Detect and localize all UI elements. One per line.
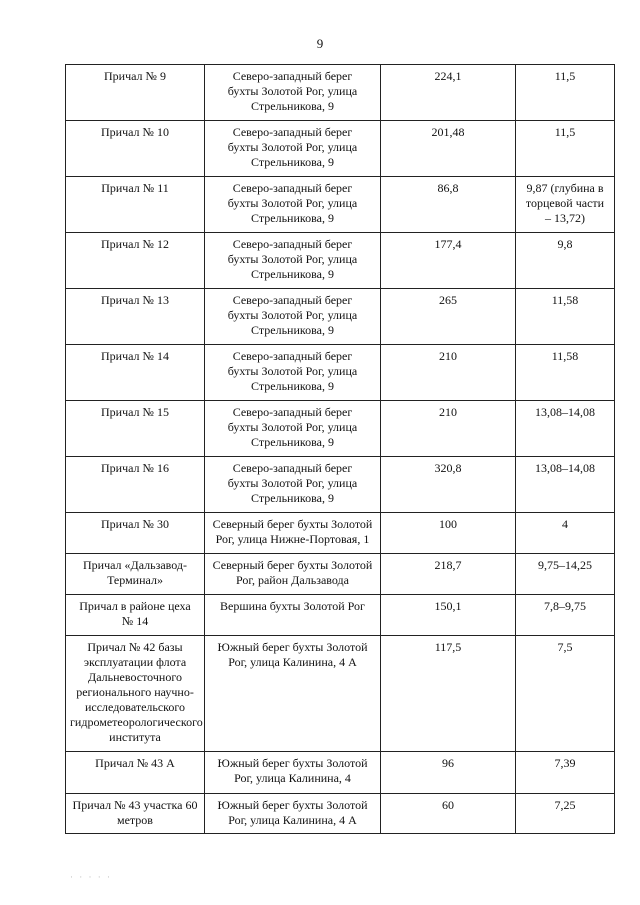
berth-length: 177,4 bbox=[434, 237, 462, 251]
berth-length: 224,1 bbox=[434, 69, 462, 83]
berth-depth: 9,87 (глубина в торцевой части – 13,72) bbox=[525, 181, 605, 225]
berth-location-cell bbox=[205, 401, 381, 457]
berth-depth: 11,58 bbox=[551, 349, 579, 363]
table-row bbox=[66, 513, 615, 554]
berth-length-cell bbox=[381, 636, 516, 752]
berth-name-cell bbox=[66, 233, 205, 289]
page-number: 9 bbox=[316, 36, 324, 51]
berth-depth: 11,5 bbox=[554, 69, 576, 83]
berth-location: Северо-западный берег бухты Золотой Рог, улица Стрельникова, 9 bbox=[227, 181, 358, 225]
berth-length: 100 bbox=[439, 517, 457, 531]
berth-length-cell bbox=[381, 595, 516, 636]
berth-length: 150,1 bbox=[434, 599, 462, 613]
berth-name-cell bbox=[66, 636, 205, 752]
berth-length-cell bbox=[381, 457, 516, 513]
berth-name: Причал № 14 bbox=[101, 349, 169, 363]
berth-length-cell bbox=[381, 65, 516, 121]
berth-location: Северо-западный берег бухты Золотой Рог, улица Стрельникова, 9 bbox=[227, 461, 358, 505]
berth-location-cell bbox=[205, 289, 381, 345]
berth-depth-cell bbox=[516, 636, 615, 752]
berth-name-cell bbox=[66, 289, 205, 345]
berth-location: Северный берег бухты Золотой Рог, район Дальзавода bbox=[212, 558, 373, 587]
berth-location: Северо-западный берег бухты Золотой Рог, улица Стрельникова, 9 bbox=[227, 237, 358, 281]
berth-name: Причал № 10 bbox=[101, 125, 169, 139]
berth-length-cell bbox=[381, 752, 516, 794]
berth-location-cell bbox=[205, 233, 381, 289]
berth-depth-cell bbox=[516, 513, 615, 554]
berth-location: Северо-западный берег бухты Золотой Рог, улица Стрельникова, 9 bbox=[227, 125, 358, 169]
berth-name-cell bbox=[66, 65, 205, 121]
berth-length-cell bbox=[381, 345, 516, 401]
berth-location: Северо-западный берег бухты Золотой Рог, улица Стрельникова, 9 bbox=[227, 293, 358, 337]
berth-length: 86,8 bbox=[437, 181, 459, 195]
table-row bbox=[66, 121, 615, 177]
berth-location: Южный берег бухты Золотой Рог, улица Калинина, 4 А bbox=[217, 798, 368, 827]
berth-depth-cell bbox=[516, 345, 615, 401]
berth-depth-cell bbox=[516, 457, 615, 513]
berth-location: Северный берег бухты Золотой Рог, улица Нижне-Портовая, 1 bbox=[212, 517, 373, 546]
berth-name-cell bbox=[66, 513, 205, 554]
berth-name: Причал № 13 bbox=[101, 293, 169, 307]
berth-name-cell bbox=[66, 177, 205, 233]
berth-depth-cell bbox=[516, 554, 615, 595]
berth-location-cell bbox=[205, 121, 381, 177]
berth-depth-cell bbox=[516, 401, 615, 457]
berth-name: Причал № 12 bbox=[101, 237, 169, 251]
berth-length: 320,8 bbox=[434, 461, 462, 475]
berth-location-cell bbox=[205, 636, 381, 752]
table-row bbox=[66, 177, 615, 233]
berth-depth: 4 bbox=[562, 517, 568, 531]
berth-depth: 11,5 bbox=[554, 125, 576, 139]
berth-location-cell bbox=[205, 513, 381, 554]
berths-table bbox=[65, 64, 615, 834]
berth-depth: 7,39 bbox=[554, 756, 576, 770]
berth-depth: 9,8 bbox=[557, 237, 573, 251]
berth-length: 210 bbox=[439, 405, 457, 419]
berth-name: Причал в районе цеха № 14 bbox=[79, 599, 191, 628]
berth-depth: 11,58 bbox=[551, 293, 579, 307]
berth-location: Вершина бухты Золотой Рог bbox=[220, 599, 365, 613]
berth-length-cell bbox=[381, 794, 516, 834]
table-row bbox=[66, 636, 615, 752]
berth-length: 218,7 bbox=[434, 558, 462, 572]
berth-name: Причал № 9 bbox=[104, 69, 166, 83]
berth-length: 265 bbox=[439, 293, 457, 307]
berth-name: Причал № 15 bbox=[101, 405, 169, 419]
berth-length-cell bbox=[381, 401, 516, 457]
berth-location-cell bbox=[205, 457, 381, 513]
berth-depth-cell bbox=[516, 752, 615, 794]
table-row bbox=[66, 595, 615, 636]
berth-location: Южный берег бухты Золотой Рог, улица Калинина, 4 bbox=[217, 756, 368, 785]
berth-length-cell bbox=[381, 289, 516, 345]
table-row bbox=[66, 794, 615, 834]
berth-name: Причал «Дальзавод-Терминал» bbox=[82, 558, 188, 587]
berth-name: Причал № 16 bbox=[101, 461, 169, 475]
berth-length: 60 bbox=[442, 798, 454, 812]
berth-length-cell bbox=[381, 233, 516, 289]
berth-length-cell bbox=[381, 513, 516, 554]
berth-location-cell bbox=[205, 345, 381, 401]
berth-location: Северо-западный берег бухты Золотой Рог, улица Стрельникова, 9 bbox=[227, 69, 358, 113]
berth-length: 210 bbox=[439, 349, 457, 363]
berth-name: Причал № 11 bbox=[101, 181, 169, 195]
table-row bbox=[66, 233, 615, 289]
berth-location: Южный берег бухты Золотой Рог, улица Калинина, 4 А bbox=[217, 640, 368, 669]
berth-name-cell bbox=[66, 457, 205, 513]
berth-location-cell bbox=[205, 554, 381, 595]
berth-name-cell bbox=[66, 554, 205, 595]
table-row bbox=[66, 65, 615, 121]
table-row bbox=[66, 554, 615, 595]
berth-depth-cell bbox=[516, 794, 615, 834]
berth-name: Причал № 43 А bbox=[95, 756, 175, 770]
berth-location-cell bbox=[205, 794, 381, 834]
berth-name: Причал № 43 участка 60 метров bbox=[72, 798, 198, 827]
berth-depth: 7,8–9,75 bbox=[544, 599, 586, 613]
berth-length-cell bbox=[381, 177, 516, 233]
table-row bbox=[66, 401, 615, 457]
berth-depth: 13,08–14,08 bbox=[535, 405, 595, 419]
berth-depth-cell bbox=[516, 65, 615, 121]
scan-artifact: · · · · · bbox=[70, 872, 112, 882]
berth-location-cell bbox=[205, 177, 381, 233]
berth-name-cell bbox=[66, 752, 205, 794]
berth-location-cell bbox=[205, 752, 381, 794]
berth-depth: 7,5 bbox=[557, 640, 573, 654]
berth-length: 96 bbox=[442, 756, 454, 770]
berth-name-cell bbox=[66, 401, 205, 457]
berth-location-cell bbox=[205, 65, 381, 121]
berth-name-cell bbox=[66, 794, 205, 834]
table-row bbox=[66, 457, 615, 513]
berth-name-cell bbox=[66, 345, 205, 401]
berth-location-cell bbox=[205, 595, 381, 636]
table-row bbox=[66, 752, 615, 794]
berth-name-cell bbox=[66, 121, 205, 177]
berth-depth-cell bbox=[516, 177, 615, 233]
berth-length-cell bbox=[381, 121, 516, 177]
berth-name: Причал № 30 bbox=[101, 517, 169, 531]
berth-depth-cell bbox=[516, 121, 615, 177]
berth-depth-cell bbox=[516, 289, 615, 345]
berth-depth-cell bbox=[516, 595, 615, 636]
berth-location: Северо-западный берег бухты Золотой Рог, улица Стрельникова, 9 bbox=[227, 405, 358, 449]
berth-name: Причал № 42 базы эксплуатации флота Дальневосточного регионального научно-исследовательского гидрометеорологического института bbox=[70, 640, 203, 744]
berth-depth: 13,08–14,08 bbox=[535, 461, 595, 475]
berth-length-cell bbox=[381, 554, 516, 595]
table-row bbox=[66, 345, 615, 401]
berth-length: 201,48 bbox=[431, 125, 465, 139]
berth-length: 117,5 bbox=[434, 640, 462, 654]
table-row bbox=[66, 289, 615, 345]
berth-name-cell bbox=[66, 595, 205, 636]
berth-location: Северо-западный берег бухты Золотой Рог, улица Стрельникова, 9 bbox=[227, 349, 358, 393]
berth-depth: 7,25 bbox=[554, 798, 576, 812]
berth-depth-cell bbox=[516, 233, 615, 289]
berth-depth: 9,75–14,25 bbox=[538, 558, 592, 572]
